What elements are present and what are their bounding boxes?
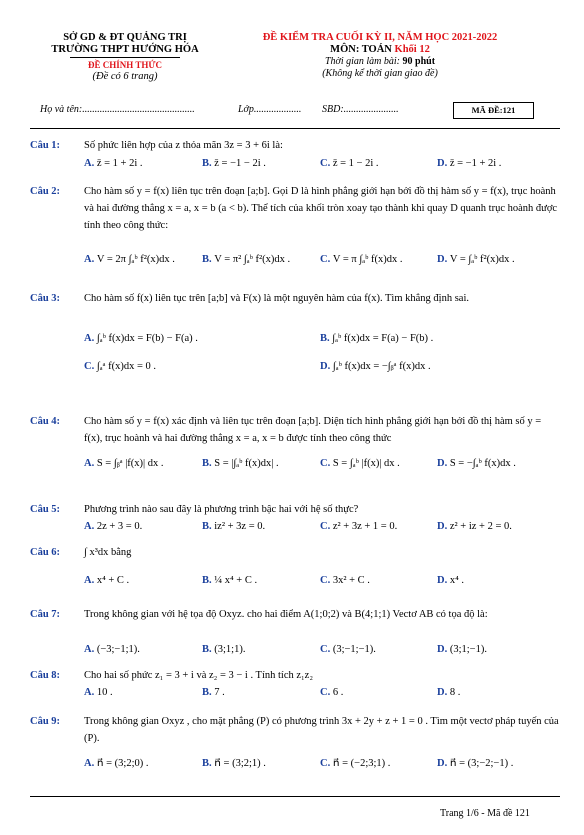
option-text: S = −∫ₐᵇ f(x)dx . (449, 458, 516, 469)
option-text: ¼ x⁴ + C . (214, 575, 258, 586)
answer-option (437, 684, 460, 701)
option-letter: D. (437, 521, 450, 532)
option-letter: C. (320, 687, 333, 698)
answer-option (320, 572, 370, 589)
option-letter: B. (202, 521, 215, 532)
option-letter: A. (84, 521, 97, 532)
option-text: x⁴ + C . (96, 575, 130, 586)
option-text: n⃗ = (3;2;1) . (214, 758, 266, 769)
option-letter: D. (437, 575, 450, 586)
answer-option (84, 684, 113, 701)
option-letter: D. (437, 254, 450, 265)
answer-option (320, 518, 397, 535)
subject-line (230, 44, 530, 56)
option-letter: D. (437, 687, 450, 698)
question-number: Câu 5: (30, 504, 61, 515)
option-text: V = 2π ∫ₐᵇ f²(x)dx . (96, 254, 175, 265)
answer-option (202, 155, 266, 172)
option-letter: B. (202, 644, 215, 655)
option-letter: C. (320, 521, 333, 532)
answer-option (84, 755, 149, 772)
option-letter: A. (84, 644, 97, 655)
exam-code-box: MÃ ĐỀ:121 (453, 102, 534, 119)
option-text: z̄ = 1 − 2i . (332, 158, 379, 169)
answer-option (202, 641, 245, 658)
option-text: x⁴ . (449, 575, 465, 586)
answer-option (320, 455, 400, 472)
class-field: Lớp................... (238, 104, 302, 115)
answer-option (202, 684, 225, 701)
option-letter: C. (320, 644, 333, 655)
option-text: n⃗ = (−2;3;1) . (332, 758, 391, 769)
option-text: n⃗ = (3;2;0) . (96, 758, 149, 769)
header-right (230, 32, 530, 80)
option-letter: B. (202, 687, 215, 698)
answer-option (320, 755, 390, 772)
answer-option (202, 518, 265, 535)
option-text: z̄ = −1 − 2i . (214, 158, 266, 169)
answer-option (437, 755, 513, 772)
answer-option (84, 330, 198, 347)
option-letter: A. (84, 254, 97, 265)
option-text: ∫ₐᵇ f(x)dx = F(b) − F(a) . (96, 333, 198, 344)
question-number: Câu 7: (30, 609, 61, 620)
option-text: 10 . (96, 687, 113, 698)
answer-option (437, 572, 464, 589)
option-text: iz² + 3z = 0. (214, 521, 266, 532)
option-letter: C. (84, 361, 97, 372)
option-letter: A. (84, 758, 97, 769)
answer-option (320, 641, 376, 658)
option-letter: B. (320, 333, 333, 344)
option-letter: D. (437, 758, 450, 769)
header-left (30, 32, 220, 83)
answer-option (202, 755, 266, 772)
question-number: Câu 3: (30, 293, 61, 304)
answer-option (320, 330, 433, 347)
option-letter: B. (202, 158, 215, 169)
answer-option (84, 518, 142, 535)
school-name: TRƯỜNG THPT HƯỚNG HÓA (51, 44, 199, 55)
option-text: 6 . (332, 687, 344, 698)
answer-option (320, 155, 379, 172)
option-letter: D. (320, 361, 333, 372)
answer-option (202, 251, 290, 268)
page-count: (Đề có 6 trang) (92, 71, 158, 82)
option-text: V = π² ∫ₐᵇ f²(x)dx . (214, 254, 291, 265)
option-letter: D. (437, 458, 450, 469)
time-note: (Không kể thời gian giao đề) (322, 68, 438, 79)
option-letter: D. (437, 158, 450, 169)
answer-option (84, 155, 143, 172)
question-number: Câu 4: (30, 416, 61, 427)
exam-title: ĐỀ KIỂM TRA CUỐI KỲ II, NĂM HỌC 2021-2022 (262, 32, 498, 43)
question-number: Câu 1: (30, 140, 61, 151)
sbd-field: SBD:...................... (322, 104, 399, 115)
answer-option (320, 358, 431, 375)
option-text: (3;1;1). (214, 644, 246, 655)
question-text: Cho hàm số y = f(x) liên tục trên đoạn [a;b]. Gọi D là hình phẳng giới hạn bởi đồ thị hàm số y = f(x), trục hoành và hai đường thẳng x = a, x = b (a < b). Thể tích của khối tròn xoay tạo thành khi quay D quanh trục hoành được tính theo công thức: (84, 186, 558, 231)
question-text: ∫ x³dx bằng (84, 547, 132, 558)
page-footer: Trang 1/6 - Mã đề 121 (440, 808, 530, 819)
answer-option (84, 251, 175, 268)
option-letter: A. (84, 333, 97, 344)
time-line (230, 56, 530, 68)
question-text: Cho hai số phức z₁ = 3 + i và z₂ = 3 − i . Tính tích z₁z₂ (84, 670, 313, 681)
answer-option (84, 358, 156, 375)
option-text: n⃗ = (3;−2;−1) . (449, 758, 514, 769)
option-letter: C. (320, 254, 333, 265)
option-letter: A. (84, 687, 97, 698)
option-text: ∫ₐᵇ f(x)dx = F(a) − F(b) . (332, 333, 434, 344)
answer-option (84, 455, 164, 472)
option-text: 2z + 3 = 0. (96, 521, 143, 532)
option-letter: A. (84, 158, 97, 169)
option-text: (−3;−1;1). (96, 644, 140, 655)
option-text: ∫ₐᵇ f(x)dx = −∫ᵦᵃ f(x)dx . (332, 361, 431, 372)
option-text: 3x² + C . (332, 575, 370, 586)
answer-option (84, 572, 129, 589)
option-text: 7 . (214, 687, 225, 698)
header-rule (30, 128, 560, 129)
question-text: Cho hàm số y = f(x) xác định và liên tục trên đoạn [a;b]. Diện tích hình phẳng giới hạn bởi đồ thị hàm số y = f(x), trục hoành và hai đường thẳng x = a, x = b được tính theo công thức (84, 416, 542, 444)
answer-option (437, 155, 501, 172)
option-letter: C. (320, 458, 333, 469)
option-letter: D. (437, 644, 450, 655)
option-letter: C. (320, 758, 333, 769)
answer-option (320, 251, 402, 268)
subject: MÔN: TOÁN (330, 44, 392, 55)
student-name-field: Họ và tên:............................................. (40, 104, 195, 115)
answer-option (437, 518, 512, 535)
department: SỞ GD & ĐT QUẢNG TRỊ (63, 32, 187, 43)
answer-option (437, 455, 516, 472)
option-text: 8 . (449, 687, 461, 698)
question-text: Trong không gian Oxyz , cho mặt phẳng (P) có phương trình 3x + 2y + z + 1 = 0 . Tìm một vectơ pháp tuyến của (P). (84, 716, 559, 744)
answer-option (437, 641, 487, 658)
option-text: S = ∫ᵦᵃ |f(x)| dx . (96, 458, 164, 469)
time-label: Thời gian làm bài: (324, 56, 403, 67)
answer-option (84, 641, 140, 658)
answer-option (202, 455, 279, 472)
option-letter: A. (84, 575, 97, 586)
option-text: z² + iz + 2 = 0. (449, 521, 512, 532)
answer-option (437, 251, 515, 268)
question-number: Câu 2: (30, 186, 61, 197)
question-text: Cho hàm số f(x) liên tục trên [a;b] và F(x) là một nguyên hàm của f(x). Tìm khẳng định sai. (84, 293, 470, 304)
option-text: S = ∫ₐᵇ |f(x)| dx . (332, 458, 400, 469)
official-label: ĐỀ CHÍNH THỨC (87, 60, 162, 70)
grade: Khối 12 (394, 44, 430, 55)
option-text: ∫ₐᵃ f(x)dx = 0 . (96, 361, 156, 372)
option-text: V = π ∫ₐᵇ f(x)dx . (332, 254, 403, 265)
question-text: Số phức liên hợp của z thỏa mãn 3z = 3 + 6i là: (84, 140, 283, 151)
option-letter: B. (202, 575, 215, 586)
option-text: z² + 3z + 1 = 0. (332, 521, 398, 532)
time-value: 90 phút (402, 56, 436, 67)
option-text: V = ∫ₐᵇ f²(x)dx . (449, 254, 515, 265)
answer-option (320, 684, 343, 701)
option-text: (3;−1;−1). (332, 644, 376, 655)
question-number: Câu 8: (30, 670, 61, 681)
question-number: Câu 9: (30, 716, 61, 727)
option-letter: C. (320, 158, 333, 169)
option-text: (3;1;−1). (449, 644, 487, 655)
option-letter: A. (84, 458, 97, 469)
option-letter: C. (320, 575, 333, 586)
option-letter: B. (202, 458, 215, 469)
option-text: z̄ = −1 + 2i . (449, 158, 502, 169)
answer-option (202, 572, 257, 589)
question-number: Câu 6: (30, 547, 61, 558)
option-text: S = |∫ₐᵇ f(x)dx| . (214, 458, 279, 469)
option-letter: B. (202, 758, 215, 769)
divider (70, 57, 180, 58)
question-text: Phương trình nào sau đây là phương trình bậc hai với hệ số thực? (84, 504, 359, 515)
question-text: Trong không gian với hệ tọa độ Oxyz. cho hai điểm A(1;0;2) và B(4;1;1) Vectơ AB có tọa độ là: (84, 609, 488, 620)
option-letter: B. (202, 254, 215, 265)
option-text: z̄ = 1 + 2i . (96, 158, 143, 169)
footer-rule (30, 796, 560, 797)
